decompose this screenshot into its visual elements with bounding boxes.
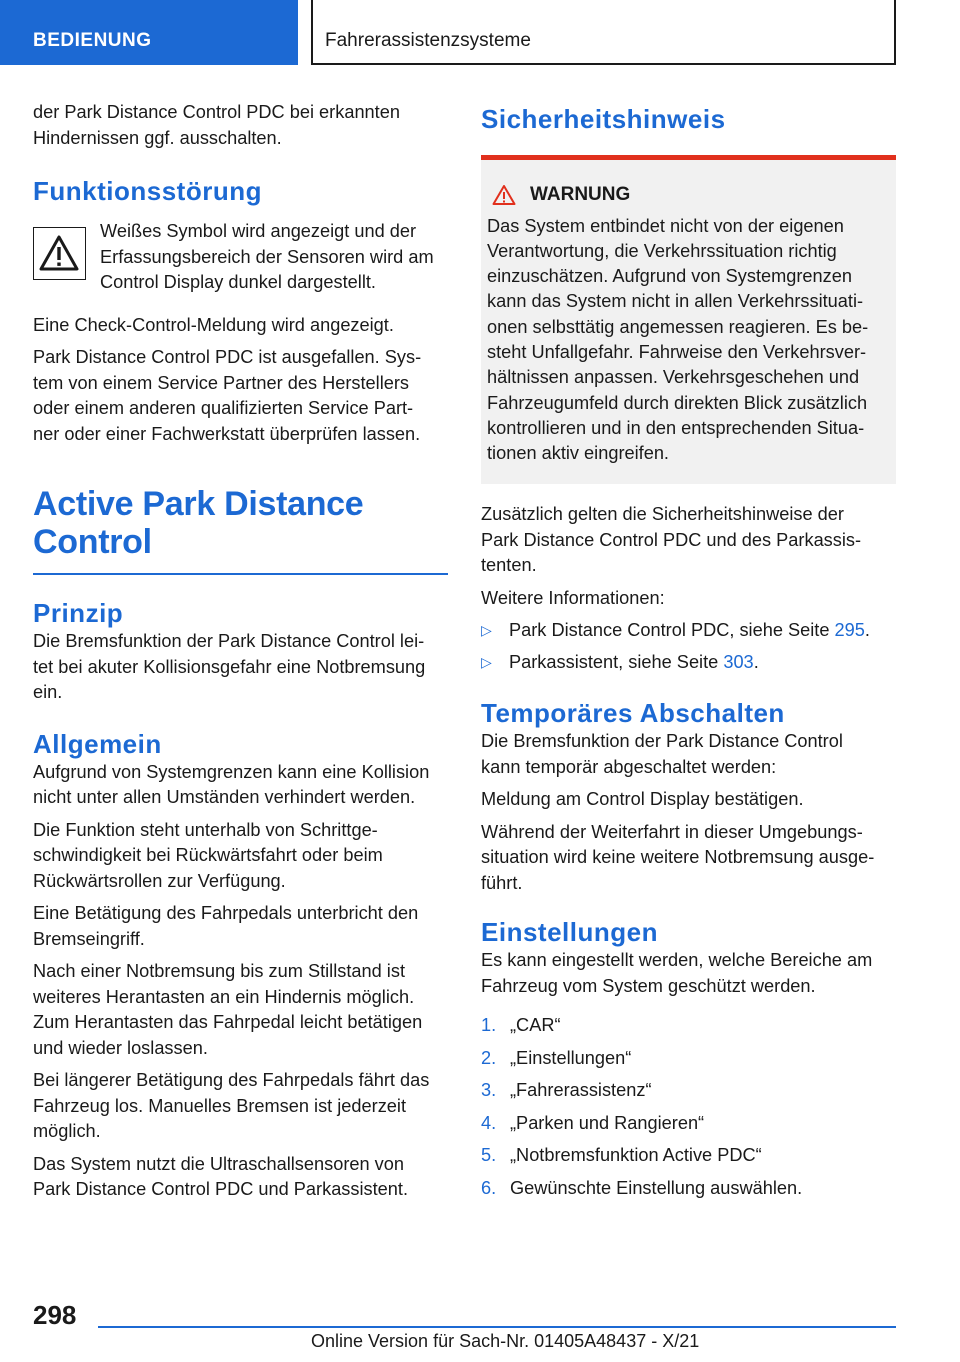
- step-text: „CAR“: [510, 1015, 561, 1036]
- right-column: [481, 100, 896, 1208]
- allgemein-paragraph-1: [33, 760, 448, 811]
- text-line: der Park Distance Control PDC bei erkannten: [33, 102, 400, 122]
- text-line: situation wird keine weitere Notbremsung ausge-: [481, 847, 875, 868]
- text-line: Eine Betätigung des Fahrpedals unterbricht den: [33, 903, 419, 923]
- text-line: Das System nutzt die Ultraschallsensoren von: [33, 1153, 404, 1174]
- text-line: Control: [33, 523, 152, 561]
- step-text: „Notbremsfunktion Active PDC“: [510, 1145, 762, 1166]
- fault-paragraph-2: [33, 345, 448, 447]
- section-title: BEDIENUNG: [33, 30, 152, 51]
- warning-triangle-icon: [38, 232, 80, 274]
- text-line: Hindernissen ggf. ausschalten.: [33, 127, 282, 148]
- left-column: [33, 100, 448, 1210]
- footer-text: Online Version für Sach-Nr. 01405A48437 - X/21: [311, 1331, 700, 1351]
- allgemein-paragraph-6: [33, 1152, 448, 1203]
- page-link-295[interactable]: 295: [834, 620, 865, 641]
- step-number: 1.: [481, 1015, 497, 1036]
- fault-symbol-text: [100, 219, 434, 296]
- temporaer-paragraph-2: [481, 787, 896, 813]
- text-line: kann das System nicht in allen Verkehrssituati-: [487, 291, 864, 312]
- text-line: oder einem anderen qualifizierten Service Part-: [33, 398, 414, 418]
- step-item: [481, 1046, 896, 1072]
- chapter-tab: [311, 0, 896, 65]
- temporaer-heading: Temporäres Abschalten: [481, 698, 785, 729]
- reference-item-1: [481, 618, 896, 644]
- allgemein-paragraph-2: [33, 818, 448, 895]
- text-line: Meldung am Control Display bestätigen.: [481, 789, 804, 810]
- fault-symbol-row: [33, 219, 448, 303]
- allgemein-paragraph-4: [33, 959, 448, 1061]
- sicherheit-paragraph-2: Weitere Informationen:: [481, 587, 665, 608]
- temporaer-paragraph-3: [481, 820, 896, 897]
- allgemein-paragraph-3: [33, 901, 448, 952]
- warning-box: [481, 155, 896, 484]
- step-number: 2.: [481, 1047, 497, 1068]
- text-line: Rückwärtsrollen zur Verfügung.: [33, 870, 286, 891]
- allgemein-heading: Allgemein: [33, 728, 162, 759]
- text-line: Zusätzlich gelten die Sicherheitshinweise der: [481, 504, 844, 525]
- main-heading: [33, 485, 448, 561]
- reference-text: Park Distance Control PDC, siehe Seite: [509, 620, 835, 641]
- footer-rule: [98, 1326, 896, 1328]
- triangle-bullet-icon: ▷: [481, 622, 492, 639]
- text-line: Weißes Symbol wird angezeigt und der: [100, 221, 417, 241]
- einstellungen-paragraph: [481, 948, 896, 999]
- page-number: 298: [33, 1300, 77, 1330]
- text-line: weiteres Herantasten an ein Hindernis möglich.: [33, 986, 415, 1007]
- text-line: Zum Herantasten das Fahrpedal leicht betätigen: [33, 1012, 423, 1032]
- text-line: onen selbsttätig angemessen reagieren. Es be-: [487, 316, 869, 337]
- heading-rule: [33, 573, 448, 575]
- text-line: tet bei akuter Kollisionsgefahr eine Notbremsung: [33, 656, 426, 677]
- text-line: Die Funktion steht unterhalb von Schrittge-: [33, 819, 378, 840]
- text-line: kann temporär abgeschaltet werden:: [481, 756, 777, 777]
- step-item: [481, 1111, 896, 1137]
- warning-text: [487, 214, 886, 467]
- text-line: Verantwortung, die Verkehrssituation richtig: [487, 240, 837, 261]
- text-line: schwindigkeit bei Rückwärtsfahrt oder beim: [33, 845, 383, 865]
- allgemein-paragraph-5: [33, 1068, 448, 1145]
- text-line: tionen aktiv eingreifen.: [487, 443, 669, 464]
- text-line: Die Bremsfunktion der Park Distance Control lei-: [33, 631, 425, 651]
- text-line: nicht unter allen Umständen verhindert werden.: [33, 787, 416, 807]
- warning-symbol-box: [33, 227, 86, 280]
- text-line: ner oder einer Fachwerkstatt überprüfen lassen.: [33, 423, 421, 444]
- text-line: Park Distance Control PDC ist ausgefallen. Sys-: [33, 347, 422, 367]
- step-number: 5.: [481, 1145, 497, 1166]
- step-item: [481, 1143, 896, 1169]
- text-line: ein.: [33, 682, 63, 702]
- text-line: Nach einer Notbremsung bis zum Stillstand ist: [33, 961, 405, 981]
- reference-text: Parkassistent, siehe Seite: [509, 651, 724, 672]
- text-line: Active Park Distance: [33, 485, 364, 523]
- text-line: Bei längerer Betätigung des Fahrpedals fährt das: [33, 1070, 430, 1090]
- text-line: hältnissen anpassen. Verkehrsgeschehen und: [487, 367, 860, 388]
- step-text: „Parken und Rangieren“: [510, 1112, 705, 1133]
- page-link-303[interactable]: 303: [723, 651, 754, 672]
- text-line: möglich.: [33, 1121, 101, 1141]
- text-line: Erfassungsbereich der Sensoren wird am: [100, 246, 434, 267]
- text-line: einzuschätzen. Aufgrund von Systemgrenzen: [487, 266, 852, 287]
- text-line: steht Unfallgefahr. Fahrweise den Verkehrsver-: [487, 341, 867, 362]
- text-line: Bremseingriff.: [33, 928, 145, 949]
- text-line: Eine Check-Control-Meldung wird angezeigt.: [33, 314, 394, 335]
- warning-title: WARNUNG: [530, 184, 631, 205]
- text-line: Fahrzeug vom System geschützt werden.: [481, 975, 816, 996]
- step-number: 3.: [481, 1080, 497, 1101]
- text-line: Aufgrund von Systemgrenzen kann eine Kollision: [33, 761, 430, 782]
- reference-end: .: [753, 651, 759, 672]
- triangle-bullet-icon: ▷: [481, 653, 492, 670]
- text-line: Es kann eingestellt werden, welche Bereiche am: [481, 950, 873, 971]
- text-line: Während der Weiterfahrt in dieser Umgebungs-: [481, 821, 863, 842]
- step-text: „Einstellungen“: [510, 1047, 632, 1068]
- reference-item-2: [481, 650, 896, 676]
- fault-paragraph-1: [33, 313, 448, 339]
- text-line: Fahrzeugumfeld durch direkten Blick zusätzlich: [487, 392, 868, 413]
- text-line: führt.: [481, 872, 523, 893]
- temporaer-paragraph-1: [481, 729, 896, 780]
- text-line: Das System entbindet nicht von der eigenen: [487, 215, 844, 236]
- chapter-title: Fahrerassistenzsysteme: [325, 30, 531, 51]
- funktionsstoerung-heading: Funktionsstörung: [33, 176, 262, 206]
- reference-end: .: [864, 620, 870, 641]
- text-line: kontrollieren und in den entsprechenden Situa-: [487, 417, 865, 438]
- prinzip-text: [33, 629, 448, 706]
- step-item: [481, 1013, 896, 1039]
- text-line: Control Display dunkel dargestellt.: [100, 272, 376, 292]
- text-line: tem von einem Service Partner des Herstellers: [33, 372, 410, 393]
- sicherheit-paragraph-1: [481, 502, 896, 579]
- text-line: tenten.: [481, 555, 537, 576]
- text-line: Park Distance Control PDC und des Parkassis-: [481, 529, 862, 550]
- text-line: Park Distance Control PDC und Parkassistent.: [33, 1179, 409, 1199]
- step-item: [481, 1078, 896, 1104]
- einstellungen-heading: Einstellungen: [481, 917, 658, 948]
- sicherheit-heading: Sicherheitshinweis: [481, 104, 726, 134]
- section-tab: [0, 0, 298, 65]
- text-line: und wieder loslassen.: [33, 1037, 208, 1058]
- step-text: Gewünschte Einstellung auswählen.: [510, 1177, 803, 1198]
- text-line: Fahrzeug los. Manuelles Bremsen ist jederzeit: [33, 1095, 407, 1116]
- step-text: „Fahrerassistenz“: [510, 1080, 652, 1101]
- intro-paragraph: [33, 100, 448, 151]
- warning-triangle-icon: [492, 184, 516, 206]
- step-number: 6.: [481, 1177, 497, 1198]
- step-number: 4.: [481, 1112, 497, 1133]
- prinzip-heading: Prinzip: [33, 598, 124, 628]
- warning-title-row: [487, 182, 886, 208]
- text-line: Die Bremsfunktion der Park Distance Control: [481, 731, 843, 752]
- step-item: [481, 1176, 896, 1202]
